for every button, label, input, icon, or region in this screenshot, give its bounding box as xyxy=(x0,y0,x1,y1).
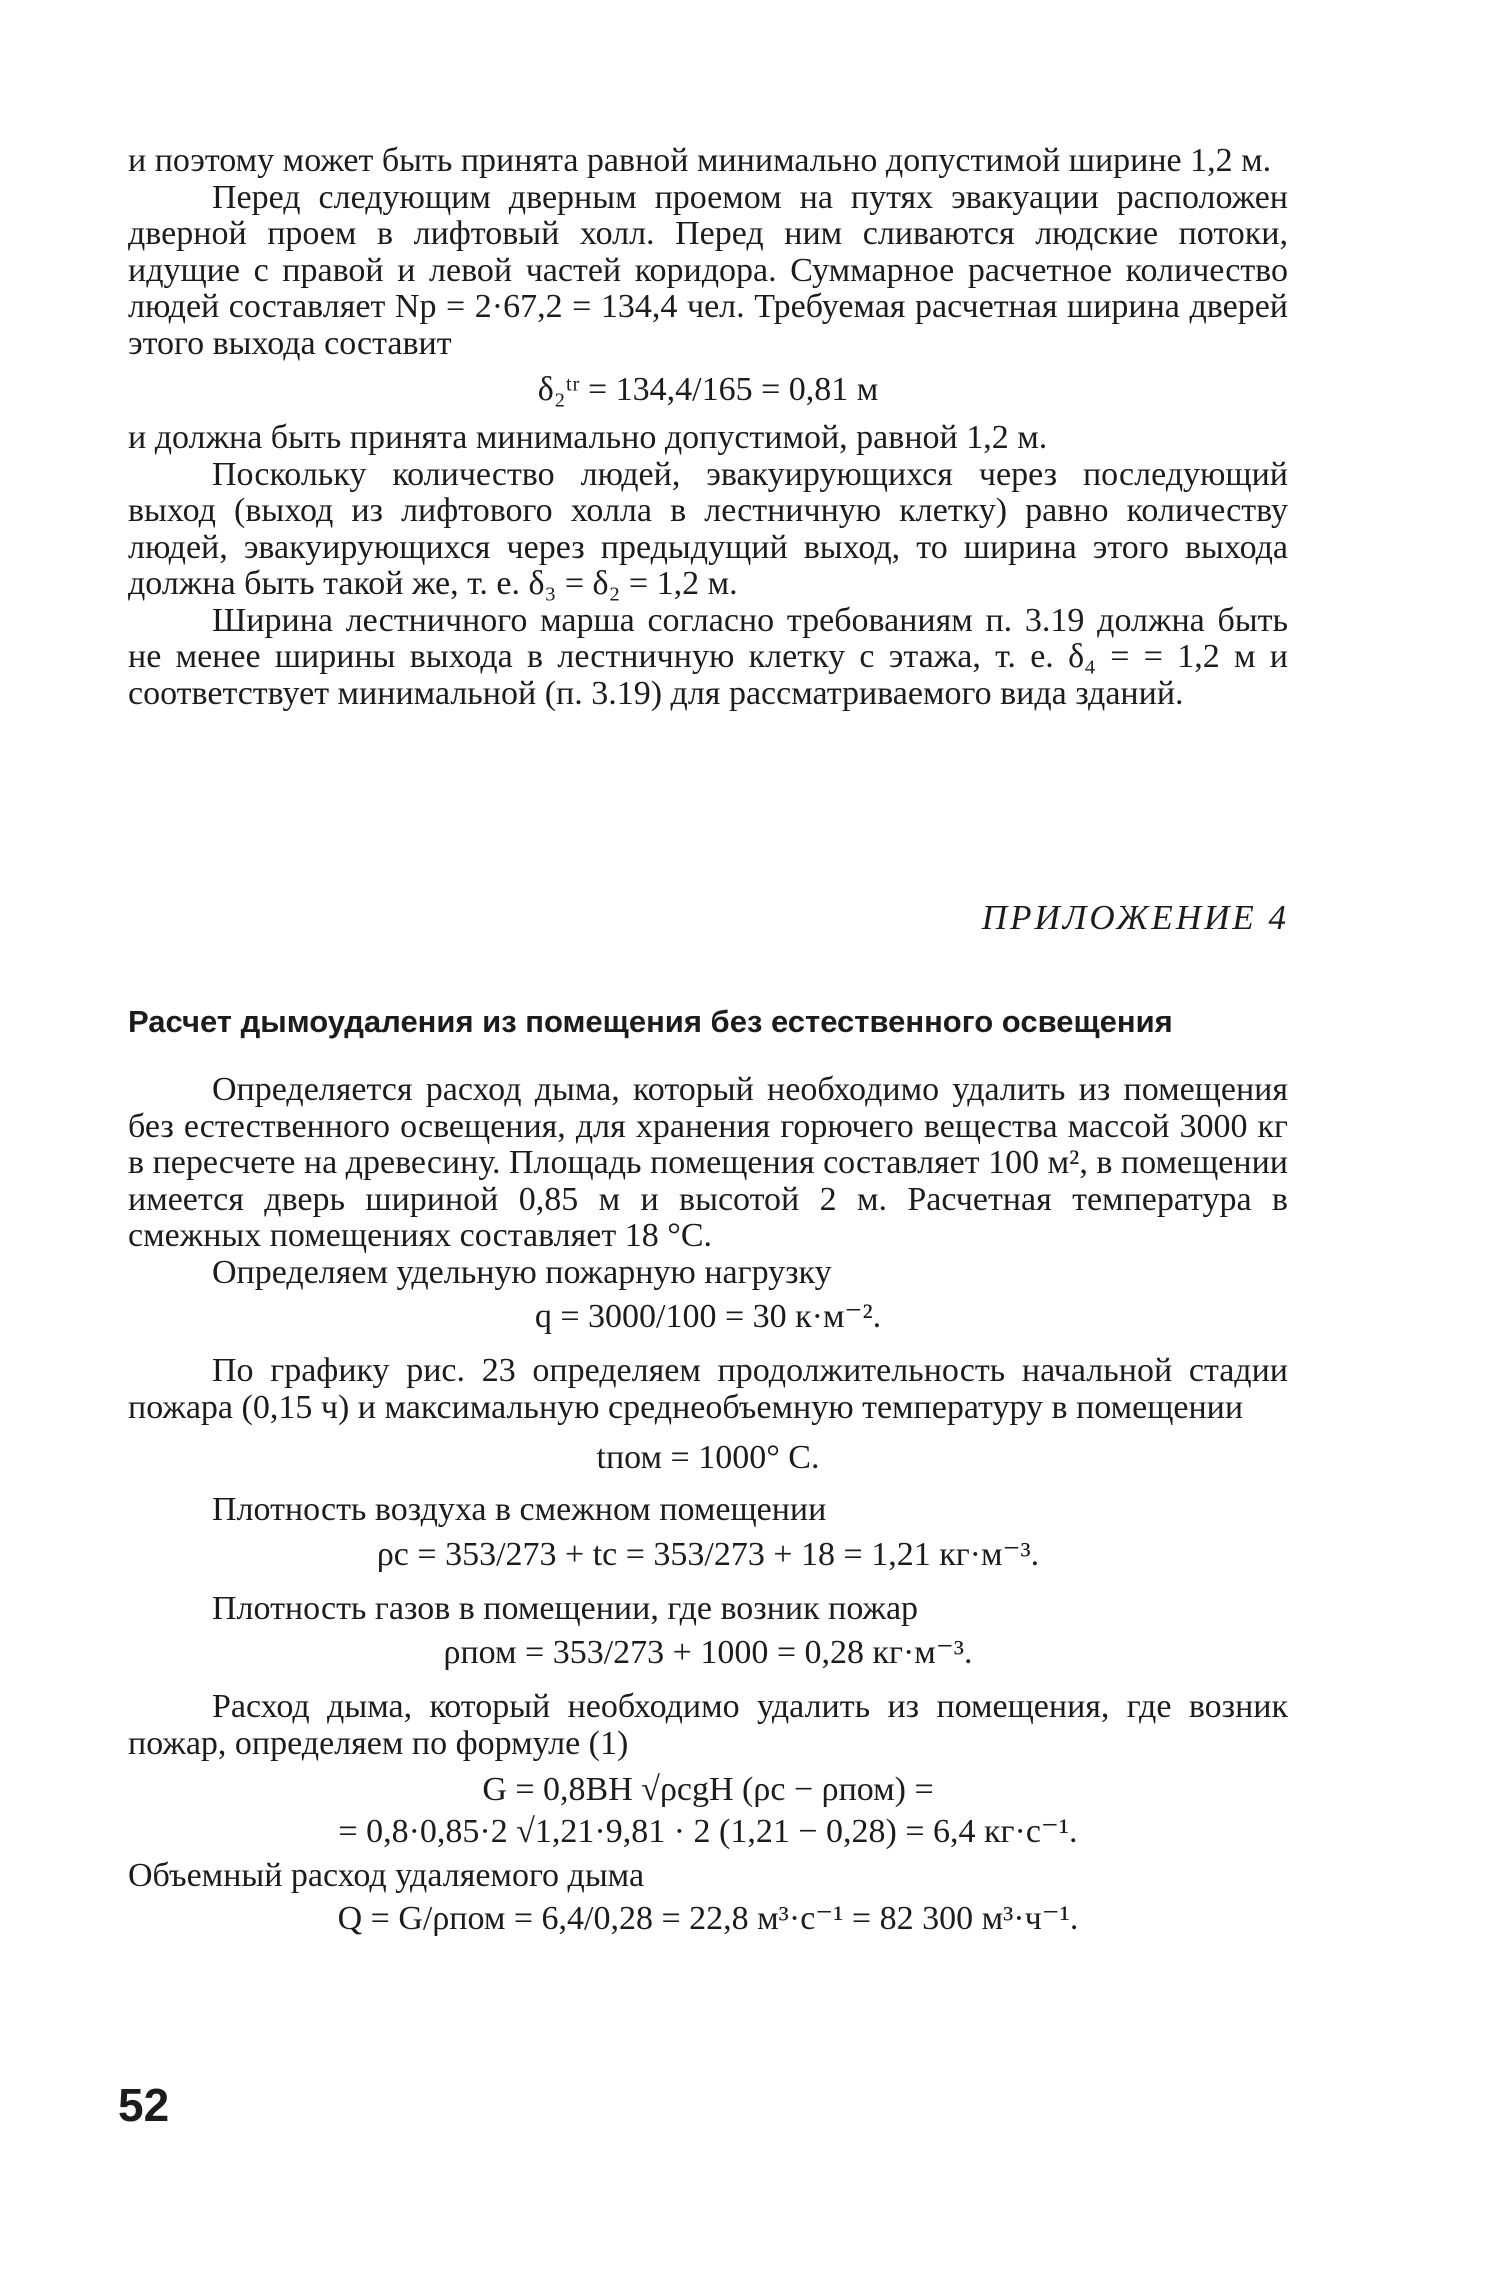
paragraph-fire-stage: По графику рис. 23 определяем продолжительность начальной стадии пожара (0,15 ч) и максимальную среднеобъемную температуру в помещении xyxy=(128,1352,1288,1426)
paragraph-gas-density: Плотность газов в помещении, где возник пожар xyxy=(212,1589,919,1627)
paragraph-stair-flight: Ширина лестничного марша согласно требованиям п. 3.19 должна быть не менее ширины выхода в лестничную клетку с этажа, т. е. δ₄ = = 1,2 м и соответствует минимальной (п. 3.19) для рассматриваемого вида зданий. xyxy=(128,601,1288,712)
equation-smoke-flow-formula: G = 0,8BH √ρсgH (ρс − ρпом) = xyxy=(482,1771,934,1808)
equation-air-density: ρс = 353/273 + tс = 353/273 + 18 = 1,21 кг·м⁻³. xyxy=(376,1535,1040,1573)
section-heading: Расчет дымоудаления из помещения без естественного освещения xyxy=(128,1004,1173,1039)
paragraph-next-exit: Поскольку количество людей, эвакуирующихся через последующий выход (выход из лифтового холла в лестничную клетку) равно количеству людей, эвакуирующихся через предыдущий выход, то ширина этого выхода должна быть такой же, т. е. δ₃ = δ₂ = 1,2 м. xyxy=(128,455,1288,602)
page-number: 52 xyxy=(118,2079,170,2131)
equation-delta2: δ₂ᵗʳ = 134,4/165 = 0,81 м xyxy=(537,371,879,408)
paragraph-problem-statement: Определяется расход дыма, который необходимо удалить из помещения без естественного освещения, для хранения горючего вещества массой 3000 кг в пересчете на древесину. Площадь помещения составляет 100 м², в помещении имеется дверь шириной 0,85 м и высотой 2 м. Расчетная температура в смежных помещениях составляет 18 °С. xyxy=(128,1071,1288,1254)
equation-room-temperature: tпом = 1000° С. xyxy=(596,1439,820,1476)
paragraph-smoke-flow: Расход дыма, который необходимо удалить из помещения, где возник пожар, определяем по формуле (1) xyxy=(128,1688,1288,1762)
calculation-text-block xyxy=(128,1072,1288,1937)
paragraph-fire-load: Определяем удельную пожарную нагрузку xyxy=(212,1253,832,1291)
equation-gas-density: ρпом = 353/273 + 1000 = 0,28 кг·м⁻³. xyxy=(443,1634,973,1671)
paragraph-volume-flow: Объемный расход удаляемого дыма xyxy=(128,1857,645,1894)
equation-volume-flow: Q = G/ρпом = 6,4/0,28 = 22,8 м³·с⁻¹ = 82 300 м³·ч⁻¹. xyxy=(337,1899,1079,1937)
appendix-label: ПРИЛОЖЕНИЕ 4 xyxy=(981,898,1289,937)
paragraph-minimum-width: и должна быть принята минимально допустимой, равной 1,2 м. xyxy=(128,419,1048,456)
equation-smoke-flow-value: = 0,8·0,85·2 √1,21·9,81 · 2 (1,21 − 0,28) = 6,4 кг·с⁻¹. xyxy=(338,1813,1078,1850)
paragraph-air-density: Плотность воздуха в смежном помещении xyxy=(212,1491,827,1528)
top-text-block xyxy=(128,143,1288,712)
paragraph-door-lift-hall: Перед следующим дверным проемом на путях эвакуации расположен дверной проем в лифтовый холл. Перед ним сливаются людские потоки, идущие с правой и левой частей коридора. Суммарное расчетное количество людей составляет Nр = 2·67,2 = 134,4 чел. Требуемая расчетная ширина дверей этого выхода составит xyxy=(128,178,1288,362)
paragraph-continuation: и поэтому может быть принята равной минимально допустимой ширине 1,2 м. xyxy=(128,142,1272,179)
equation-fire-load: q = 3000/100 = 30 к·м⁻². xyxy=(534,1298,882,1335)
